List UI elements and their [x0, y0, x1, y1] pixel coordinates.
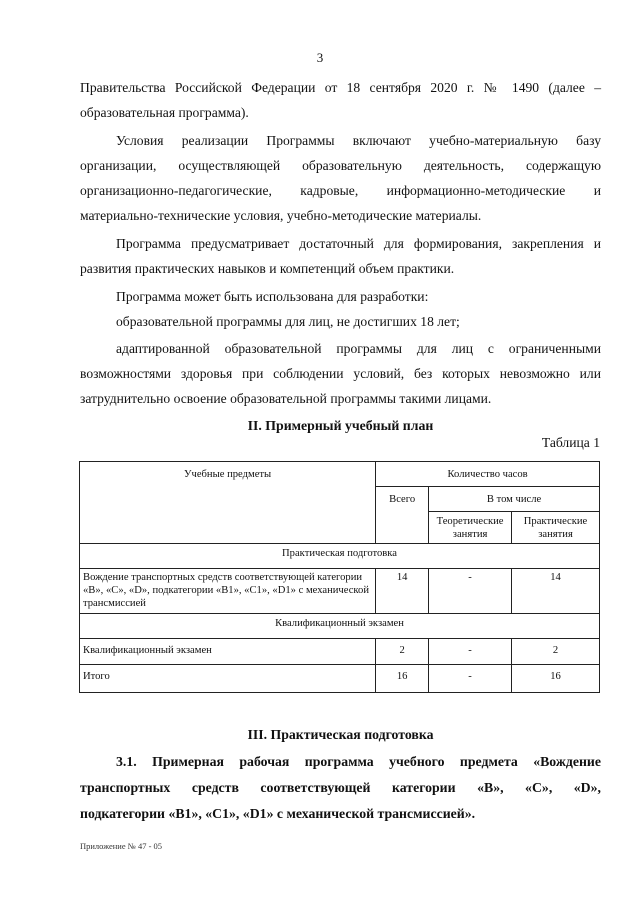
curriculum-table: [79, 461, 600, 693]
intro-text: [80, 75, 601, 411]
footer-note: Приложение № 47 - 05: [80, 841, 163, 851]
header-total: Всего: [376, 487, 429, 544]
header-subjects: Учебные предметы: [80, 462, 376, 544]
row-driving-name: Вождение транспортных средств соответствующей категории «B», «C», «D», подкатегории «B1», «C1», «D1» с механической трансмиссией: [80, 569, 376, 614]
row-driving-practice: 14: [512, 569, 600, 614]
row-total-total: 16: [376, 665, 429, 693]
table-section-row: [80, 614, 600, 639]
table-section-row: [80, 544, 600, 569]
row-driving-theory: -: [429, 569, 512, 614]
paragraph-1-line-2: образовательная программа).: [80, 105, 249, 120]
header-theory: Теоретические занятия: [429, 512, 512, 544]
section-practical: Практическая подготовка: [80, 544, 600, 569]
paragraph-adapted: адаптированной образовательной программы для лиц с ограниченными возможностями здоровья при соблюдении условий, без которых невозможно или затруднительно освоение образовательной программы такими лицами.: [80, 341, 601, 406]
section-2-title: II. Примерный учебный план: [247, 418, 434, 433]
paragraph-1-line-1: Правительства Российской Федерации от 18 сентября 2020 г. № 1490 (далее –: [80, 80, 601, 95]
paragraph-practice-volume: Программа предусматривает достаточный для формирования, закрепления и развития практических навыков и компетенций объем практики.: [80, 236, 601, 276]
paragraph-usage: Программа может быть использована для разработки:: [116, 289, 429, 304]
paragraph-conditions: Условия реализации Программы включают учебно-материальную базу организации, осуществляющей образовательную деятельность, содержащую организационно-педагогические, кадровые, информационно-методические и материально-технические условия, учебно-методические материалы.: [80, 133, 601, 223]
section-3-title: III. Практическая подготовка: [247, 727, 434, 742]
table-header-row: [80, 462, 600, 487]
subsection-line-3: подкатегории «B1», «C1», «D1» с механической трансмиссией».: [80, 806, 476, 821]
section-exam: Квалификационный экзамен: [80, 614, 600, 639]
subsection-3-1-title: [80, 749, 601, 827]
row-total-name: Итого: [80, 665, 376, 693]
row-exam-total: 2: [376, 639, 429, 665]
row-driving-total: 14: [376, 569, 429, 614]
subsection-line-2: транспортных средств соответствующей категории «B», «C», «D»,: [80, 780, 601, 795]
page-number: 3: [316, 50, 324, 65]
paragraph-minors: образовательной программы для лиц, не достигших 18 лет;: [116, 314, 460, 329]
row-exam-practice: 2: [512, 639, 600, 665]
table-row: [80, 665, 600, 693]
header-hours: Количество часов: [376, 462, 600, 487]
table-row: [80, 569, 600, 614]
row-exam-name: Квалификационный экзамен: [80, 639, 376, 665]
table-caption: Таблица 1: [541, 435, 600, 450]
header-including: В том числе: [429, 487, 600, 512]
row-total-practice: 16: [512, 665, 600, 693]
header-practice: Практические занятия: [512, 512, 600, 544]
row-exam-theory: -: [429, 639, 512, 665]
table-row: [80, 639, 600, 665]
row-total-theory: -: [429, 665, 512, 693]
subsection-line-1: 3.1. Примерная рабочая программа учебного предмета «Вождение: [116, 754, 601, 769]
